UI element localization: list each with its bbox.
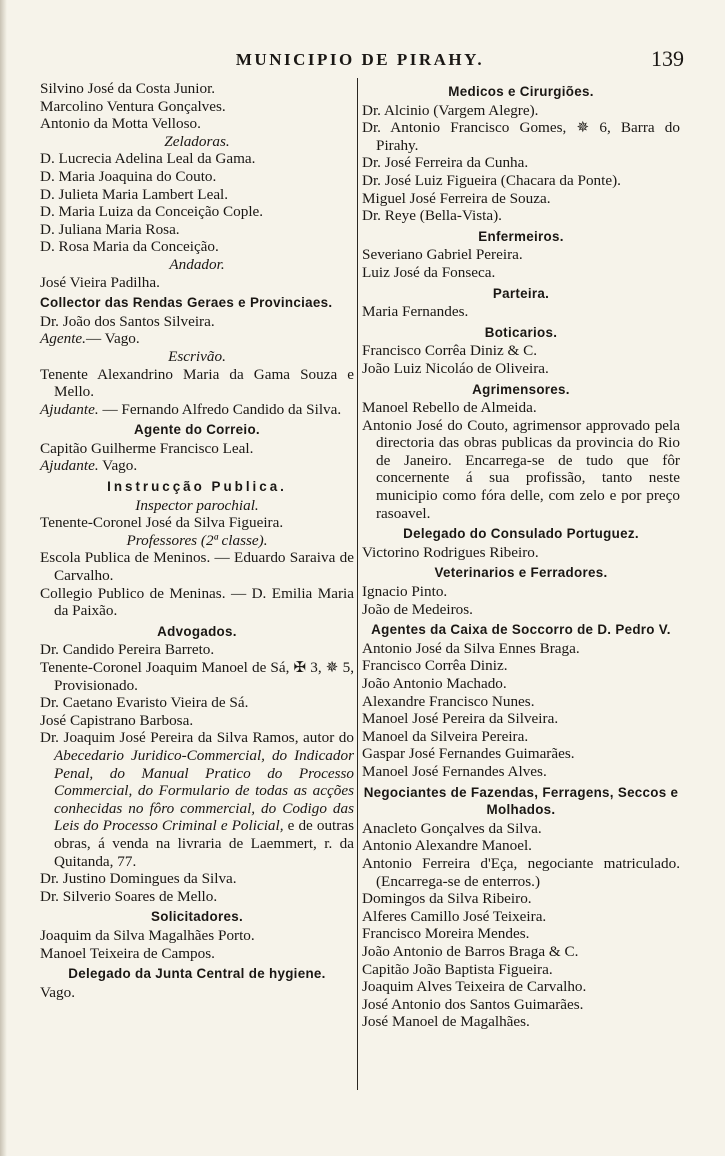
entry-text: — Vago. xyxy=(85,330,140,348)
section-heading: Negociantes de Fazendas, Ferragens, Seccos e Molhados. xyxy=(363,784,679,818)
entry-text: Dr. Joaquim José Pereira da Silva Ramos, autor do xyxy=(40,729,354,747)
subsection-heading: Inspector parochial. xyxy=(135,496,259,514)
section-heading: Parteira. xyxy=(492,285,550,301)
entry xyxy=(40,401,354,419)
entry xyxy=(40,457,354,475)
entry: José Capistrano Barbosa. xyxy=(40,711,194,729)
entry: Manoel Rebello de Almeida. xyxy=(362,399,537,417)
entry: João de Medeiros. xyxy=(362,600,473,618)
entry: José Manoel de Magalhães. xyxy=(362,1013,530,1031)
entry: Joaquim da Silva Magalhães Porto. xyxy=(40,926,255,944)
scan-edge xyxy=(0,0,7,1156)
section-heading: Delegado da Junta Central de hygiene. xyxy=(68,966,326,982)
entry: Dr. José Luiz Figueira (Chacara da Ponte). xyxy=(362,171,621,189)
subsection-heading: Andador. xyxy=(169,255,225,273)
entry: Severiano Gabriel Pereira. xyxy=(362,246,523,264)
page-title: MUNICIPIO DE PIRAHY. xyxy=(235,50,485,69)
subsection-heading: Zeladoras. xyxy=(164,132,230,150)
entry: Vago. xyxy=(40,983,76,1001)
entry: José Antonio dos Santos Guimarães. xyxy=(362,995,584,1013)
entry: D. Maria Joaquina do Couto. xyxy=(40,167,217,185)
page-header xyxy=(40,46,684,74)
entry: João Antonio de Barros Braga & C. xyxy=(362,942,579,960)
entry: Francisco Corrêa Diniz. xyxy=(362,657,508,675)
section-heading: Medicos e Cirurgiões. xyxy=(448,84,594,99)
entry-text: — Fernando Alfredo Candido da Silva. xyxy=(98,400,342,418)
entry: D. Juliana Maria Rosa. xyxy=(40,220,180,238)
entry: João Antonio Machado. xyxy=(362,675,507,692)
entry: Tenente-Coronel Joaquim Manoel de Sá, ✠ 3, ✵ 5, Provisionado. xyxy=(40,659,354,694)
entry: Dr. Silverio Soares de Mello. xyxy=(40,887,218,905)
entry: Manoel José Fernandes Alves. xyxy=(362,762,547,780)
entry: Tenente-Coronel José da Silva Figueira. xyxy=(40,514,284,532)
entry: Antonio Alexandre Manoel. xyxy=(362,837,532,855)
entry: Manoel José Pereira da Silveira. xyxy=(362,710,559,728)
entry: Manoel Teixeira de Campos. xyxy=(40,944,215,962)
entry: Anacleto Gonçalves da Silva. xyxy=(362,819,542,837)
entry: Antonio José do Couto, agrimensor approvado pela directoria das obras publicas da provincia do Rio de Janeiro. Encarrega-se de tudo que fôr concernente á sua profissão, tanto neste municipio como fóra delle, com zelo e por preço rasoavel. xyxy=(362,416,680,522)
left-column xyxy=(40,80,354,1001)
entry: José Vieira Padilha. xyxy=(40,273,160,291)
entry: Alferes Camillo José Teixeira. xyxy=(362,907,547,925)
section-heading: Enfermeiros. xyxy=(478,228,564,244)
entry: Dr. Reye (Bella-Vista). xyxy=(362,207,502,225)
section-heading: Delegado do Consulado Portuguez. xyxy=(403,526,639,542)
entry: D. Maria Luiza da Conceição Cople. xyxy=(40,203,264,221)
section-heading: Agrimensores. xyxy=(472,381,570,397)
entry: Dr. Alcinio (Vargem Alegre). xyxy=(362,101,539,119)
entry: Domingos da Silva Ribeiro. xyxy=(362,890,532,908)
entry xyxy=(40,729,354,870)
entry: Antonio da Motta Velloso. xyxy=(40,115,201,133)
entry: Silvino José da Costa Junior. xyxy=(40,80,216,97)
entry: Capitão Guilherme Francisco Leal. xyxy=(40,439,254,457)
entry: Dr. José Ferreira da Cunha. xyxy=(362,154,529,172)
entry: Luiz José da Fonseca. xyxy=(362,263,496,281)
entry: Collegio Publico de Meninas. — D. Emilia Maria da Paixão. xyxy=(40,584,354,620)
entry: Gaspar José Fernandes Guimarães. xyxy=(362,745,575,763)
entry: Manoel da Silveira Pereira. xyxy=(362,727,529,745)
subsection-heading: Escrivão. xyxy=(168,347,226,365)
page-number: 139 xyxy=(651,46,684,71)
entry: Marcolino Ventura Gonçalves. xyxy=(40,97,226,115)
entry: Victorino Rodrigues Ribeiro. xyxy=(362,543,539,561)
entry: Ignacio Pinto. xyxy=(362,583,448,601)
entry: Miguel José Ferreira de Souza. xyxy=(362,189,551,207)
entry: D. Rosa Maria da Conceição. xyxy=(40,238,219,256)
subsection-heading: Professores (2ª classe). xyxy=(126,531,268,549)
entry-label: Agente. xyxy=(40,330,86,348)
entry-text: Vago. xyxy=(98,457,138,475)
section-heading: Veterinarios e Ferradores. xyxy=(434,565,608,581)
entry: Tenente Alexandrino Maria da Gama Souza e Mello. xyxy=(40,365,354,401)
section-heading: Agentes da Caixa de Soccorro de D. Pedro V. xyxy=(371,622,671,638)
entry: Dr. Antonio Francisco Gomes, ✵ 6, Barra do Pirahy. xyxy=(362,119,680,154)
entry: João Luiz Nicoláo de Oliveira. xyxy=(362,359,549,377)
entry: Dr. Candido Pereira Barreto. xyxy=(40,641,215,659)
entry-label: Ajudante. xyxy=(40,457,99,475)
section-heading: Collector das Rendas Geraes e Provinciaes. xyxy=(40,295,333,311)
entry: Capitão João Baptista Figueira. xyxy=(362,960,553,978)
entry: Maria Fernandes. xyxy=(362,303,469,321)
right-column xyxy=(362,80,680,1031)
entry: Joaquim Alves Teixeira de Carvalho. xyxy=(362,978,587,996)
entry: Antonio José da Silva Ennes Braga. xyxy=(362,639,580,657)
section-heading: Boticarios. xyxy=(484,324,558,340)
entry: Alexandre Francisco Nunes. xyxy=(362,692,535,710)
entry-text: e de outras obras, á venda na livraria de Laemmert, r. da Quitanda, 77. xyxy=(54,817,354,870)
column-divider xyxy=(357,78,358,1090)
section-heading: Advogados. xyxy=(157,623,237,639)
entry: D. Julieta Maria Lambert Leal. xyxy=(40,185,229,203)
section-heading: Agente do Correio. xyxy=(134,422,260,438)
entry: Antonio Ferreira d'Eça, negociante matriculado. (Encarrega-se de enterros.) xyxy=(362,854,680,890)
entry: Francisco Moreira Mendes. xyxy=(362,925,530,943)
entry: Dr. João dos Santos Silveira. xyxy=(40,312,215,330)
entry: D. Lucrecia Adelina Leal da Gama. xyxy=(40,150,256,168)
entry: Escola Publica de Meninos. — Eduardo Saraiva de Carvalho. xyxy=(40,549,354,585)
section-heading: Instrucção Publica. xyxy=(107,479,287,495)
entry: Francisco Corrêa Diniz & C. xyxy=(362,342,538,360)
entry: Dr. Caetano Evaristo Vieira de Sá. xyxy=(40,694,249,712)
entry xyxy=(40,330,354,348)
book-titles: Abecedario Juridico-Commercial, do Indicador Penal, do Manual Pratico do Processo Commercial, do Formulario de todas as acções conhecidas no fôro commercial, do Codigo das Leis do Processo Criminal e Policial, xyxy=(54,746,354,835)
entry-label: Ajudante. xyxy=(40,400,99,418)
section-heading: Solicitadores. xyxy=(150,909,243,925)
entry: Dr. Justino Domingues da Silva. xyxy=(40,870,237,888)
